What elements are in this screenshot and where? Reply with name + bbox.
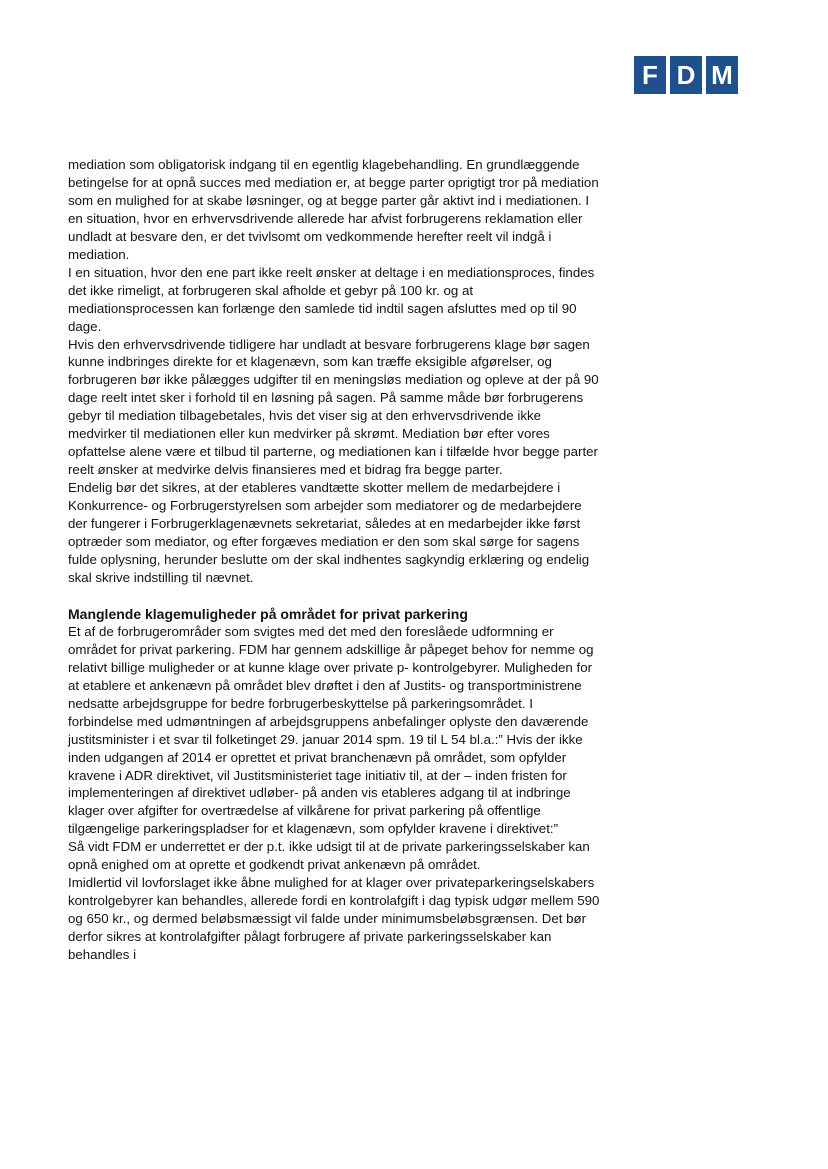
paragraph-direct-complaint: Hvis den erhvervsdrivende tidligere har undladt at besvare forbrugerens klage bør sagen kunne indbringes direkte for et klagenævn, som kan træffe eksigible afgørelser, og forbrugeren bør ikke pålægges udgifter til en meningsløs mediation og opleve at der på 90 dage reelt intet sker i forhold til en løsning på sagen. På samme måde bør forbrugerens gebyr til mediation tilbagebetales, hvis det viser sig at den erhvervsdrivende ikke medvirker til mediationen eller kun medvirker på skrømt. Mediation bør efter vores opfattelse alene være et tilbud til parterne, og mediationen kan i tilfælde hvor begge parter reelt ønsker at medvirke delvis finansieres med et bidrag fra begge parter. <box>68 336 599 478</box>
paragraph-mediation-intro: mediation som obligatorisk indgang til en egentlig klagebehandling. En grundlæggende betingelse for at opnå succes med mediation er, at begge parter oprigtigt tror på mediation som en mulighed for at skabe løsninger, og at begge parter går aktivt ind i mediationen. I en situation, hvor en erhvervsdrivende allerede har afvist forbrugerens reklamation eller undladt at besvare den, er det tvivlsomt om vedkommende herefter reelt vil indgå i mediation. <box>68 157 599 262</box>
paragraph-parking-intro: Et af de forbrugerområder som svigtes med det med den foreslåede udformning er området for privat parkering. FDM har gennem adskillige år påpeget behov for nemme og relativt billige muligheder or at kunne klage over private p- kontrolgebyrer. Muligheden for at etablere et ankenævn på området blev drøftet i den af Justits- og transportministrene nedsatte arbejdsgruppe for bedre forbrugerbeskyttelse på parkeringsområdet. I forbindelse med udmøntningen af arbejdsgruppens anbefalinger oplyste den daværende justitsminister i et svar til folketinget 29. januar 2014 spm. 19 til L 54 bl.a.:” Hvis der ikke inden udgangen af 2014 er oprettet et privat branchenævn på området, som opfylder kravene i ADR direktivet, vil Justitsministeriet tage initiativ til, at der – inden fristen for implementeringen af direktivet udløber- på anden vis etableres adgang til at indbringe klager over afgifter for overtrædelse af vilkårene for privat parkering på offentlige tilgængelige parkeringspladser for et klagenævn, som opfylder kravene i direktivet:” <box>68 623 594 837</box>
logo-letter-m: M <box>706 56 738 94</box>
document-body <box>68 156 600 964</box>
paragraph-mediation-fee: I en situation, hvor den ene part ikke reelt ønsker at deltage i en mediationsproces, findes det ikke rimeligt, at forbrugeren skal afholde et gebyr på 100 kr. og at mediationsprocessen kan forlænge den samlede tid indtil sagen afsluttes med op til 90 dage. <box>68 264 595 334</box>
paragraph-parking-status: Så vidt FDM er underrettet er der p.t. ikke udsigt til at de private parkeringsselskaber kan opnå enighed om at oprette et godkendt privat ankenævn på området. <box>68 839 590 873</box>
logo-letter-d: D <box>670 56 702 94</box>
paragraph-parking-limit: Imidlertid vil lovforslaget ikke åbne mulighed for at klager over privateparkeringselskabers kontrolgebyrer kan behandles, allerede fordi en kontrolafgift i dag typisk udgør mellem 590 og 650 kr., og dermed beløbsmæssigt vil falde under minimumsbeløbsgrænsen. Det bør derfor sikres at kontrolafgifter pålagt forbrugere af private parkeringsselskaber kan behandles i <box>68 875 600 963</box>
fdm-logo <box>634 56 738 94</box>
paragraph-separation: Endelig bør det sikres, at der etableres vandtætte skotter mellem de medarbejdere i Konkurrence- og Forbrugerstyrelsen som arbejder som mediatorer og de medarbejdere der fungerer i Forbrugerklagenævnets sekretariat, således at en medarbejder ikke først optræder som mediator, og efter forgæves mediation er den som skal sørge for sagens fulde oplysning, herunder beslutte om der skal indhentes sagkyndig erklæring og endelig skal skrive indstilling til nævnet. <box>68 480 590 585</box>
logo-letter-f: F <box>634 56 666 94</box>
section-spacer <box>68 587 600 605</box>
section-heading: Manglende klagemuligheder på området for privat parkering <box>68 605 468 622</box>
